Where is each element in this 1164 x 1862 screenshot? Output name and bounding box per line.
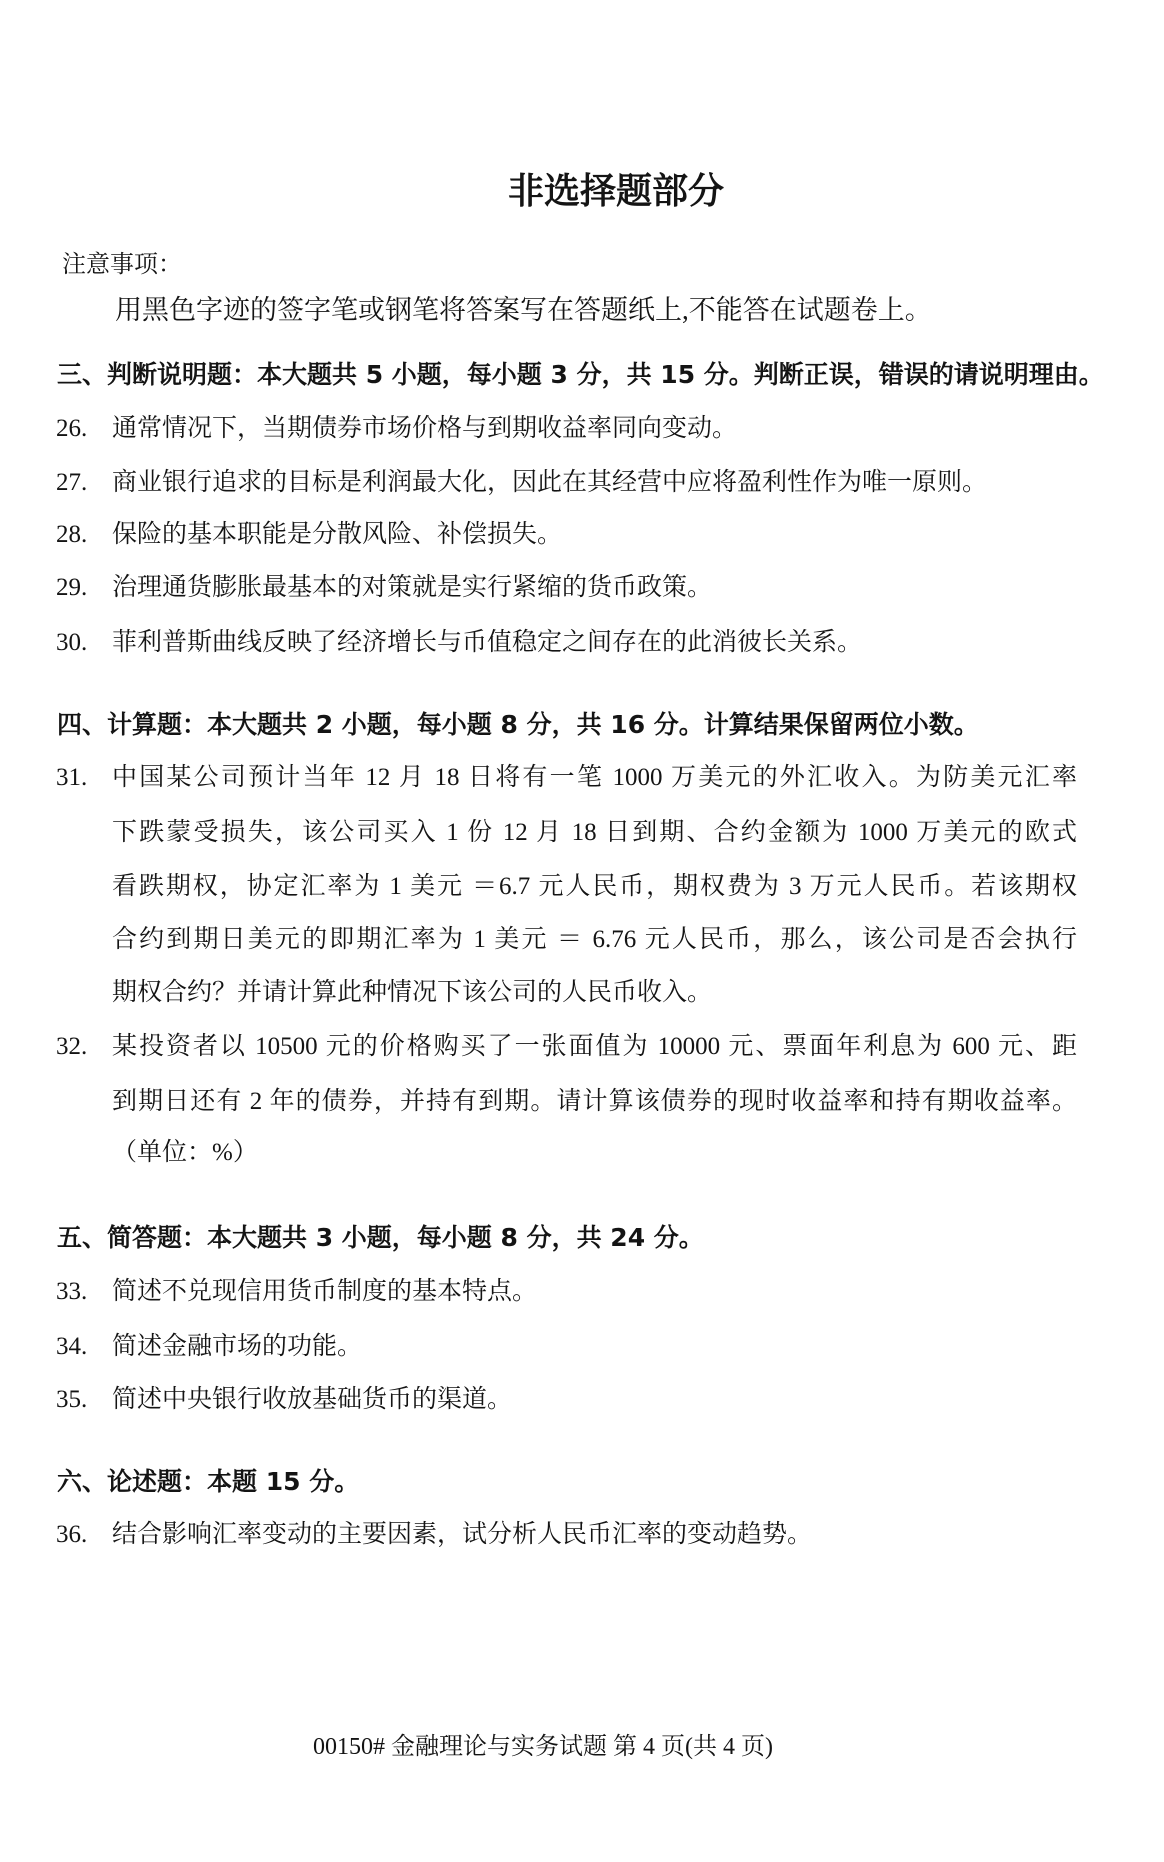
question-text: 期权合约？并请计算此种情况下该公司的人民币收入。 xyxy=(112,979,713,1006)
question-number: 28. xyxy=(56,521,88,548)
question-number: 29. xyxy=(56,574,88,601)
question-number: 30. xyxy=(56,629,88,656)
question-text: 简述中央银行收放基础货币的渠道。 xyxy=(112,1386,513,1413)
section-heading-essay: 六、论述题：本题 15 分。 xyxy=(57,1467,360,1496)
notice-text: 用黑色字迹的签字笔或钢笔将答案写在答题纸上,不能答在试题卷上。 xyxy=(115,295,932,325)
question-text: 到期日还有 2 年的债券，并持有到期。请计算该债券的现时收益率和持有期收益率。 xyxy=(112,1088,1077,1115)
page-title: 非选择题部分 xyxy=(508,171,725,212)
question-text: 商业银行追求的目标是利润最大化，因此在其经营中应将盈利性作为唯一原则。 xyxy=(112,469,988,496)
question-text: 保险的基本职能是分散风险、补偿损失。 xyxy=(112,521,563,548)
question-text: 治理通货膨胀最基本的对策就是实行紧缩的货币政策。 xyxy=(112,574,713,601)
section-heading-short-answer: 五、简答题：本大题共 3 小题，每小题 8 分，共 24 分。 xyxy=(57,1223,704,1252)
section-heading-calculation: 四、计算题：本大题共 2 小题，每小题 8 分，共 16 分。计算结果保留两位小数。 xyxy=(57,710,979,739)
question-text: 某投资者以 10500 元的价格购买了一张面值为 10000 元、票面年利息为 600 元、距 xyxy=(112,1033,1077,1060)
question-number: 33. xyxy=(56,1278,88,1305)
question-text: 简述不兑现信用货币制度的基本特点。 xyxy=(112,1278,538,1305)
question-text: 合约到期日美元的即期汇率为 1 美元 ＝ 6.76 元人民币，那么，该公司是否会执行 xyxy=(112,926,1077,953)
question-number: 36. xyxy=(56,1521,88,1548)
question-unit-note: （单位：%） xyxy=(112,1139,258,1166)
question-number: 31. xyxy=(56,764,88,791)
page-footer: 00150# 金融理论与实务试题 第 4 页(共 4 页) xyxy=(313,1734,773,1760)
question-number: 32. xyxy=(56,1033,88,1060)
question-text: 菲利普斯曲线反映了经济增长与币值稳定之间存在的此消彼长关系。 xyxy=(112,629,863,656)
question-text: 中国某公司预计当年 12 月 18 日将有一笔 1000 万美元的外汇收入。为防美元汇率 xyxy=(112,764,1077,791)
notice-label: 注意事项： xyxy=(62,250,182,278)
question-number: 34. xyxy=(56,1333,88,1360)
question-text: 简述金融市场的功能。 xyxy=(112,1333,363,1360)
question-text: 结合影响汇率变动的主要因素，试分析人民币汇率的变动趋势。 xyxy=(112,1521,813,1548)
question-text: 看跌期权，协定汇率为 1 美元 ＝6.7 元人民币，期权费为 3 万元人民币。若该期权 xyxy=(112,873,1077,900)
question-number: 27. xyxy=(56,469,88,496)
question-number: 35. xyxy=(56,1386,88,1413)
question-text: 通常情况下，当期债券市场价格与到期收益率同向变动。 xyxy=(112,415,738,442)
question-number: 26. xyxy=(56,415,88,442)
section-heading-judgement: 三、判断说明题：本大题共 5 小题，每小题 3 分，共 15 分。判断正误，错误的请说明理由。 xyxy=(57,360,1104,389)
question-text: 下跌蒙受损失，该公司买入 1 份 12 月 18 日到期、合约金额为 1000 万美元的欧式 xyxy=(112,819,1077,846)
